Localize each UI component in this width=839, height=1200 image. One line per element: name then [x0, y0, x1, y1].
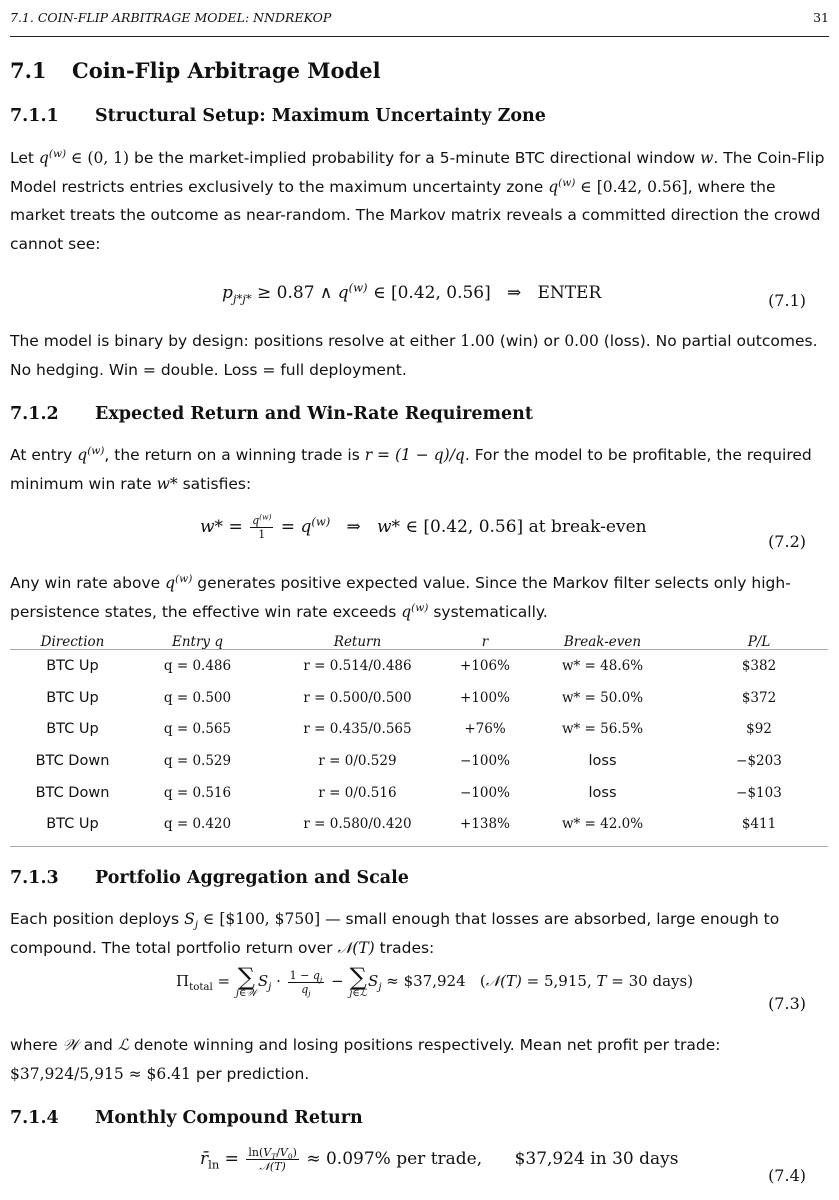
section-heading: [10, 58, 381, 83]
paragraph-entry-return: At entry $q^{(w)}$, the return on a winning trade is r = (1 − q)/q. For the model to be profitable, the required minimum win rate w* satisfies:: [10, 444, 812, 493]
cell-entry: q = 0.516: [163, 784, 232, 801]
column-header: P/L: [690, 625, 828, 650]
cell-pl: $382: [741, 657, 777, 674]
table-header-row: [10, 625, 828, 650]
cell-direction: BTC Up: [10, 808, 135, 846]
table-row: [10, 745, 828, 777]
table-row: [10, 713, 828, 745]
cell-entry: q = 0.565: [163, 721, 232, 738]
cell-return: r = 0.435/0.565: [303, 721, 412, 738]
subsection-number: 7.1.1: [10, 106, 59, 126]
paragraph-win-rate: Any win rate above $q^{(w)}$ generates positive expected value. Since the Markov filter selects only high-persistence states, the effective win rate exceeds $q^{(w)}$ systematically.: [10, 572, 791, 621]
equation-number: (7.2): [768, 532, 806, 551]
table-row: [10, 808, 828, 846]
paragraph-binary: The model is binary by design: positions resolve at either 1.00 (win) or 0.00 (loss). No partial outcomes. No hedging. Win = double. Loss = full deployment.: [10, 332, 818, 379]
column-header: Direction: [10, 625, 135, 650]
subsection-title: Portfolio Aggregation and Scale: [95, 868, 409, 888]
paragraph-setup: Let $q^{(w)}$ ∈ (0, 1) be the market-implied probability for a 5-minute BTC directional window w. The Coin-Flip Model restricts entries exclusively to the maximum uncertainty zone $q^{(w)}$ ∈ [0.42, 0.56], where the market treats the outcome as near-random. The Markov matrix reveals a committed direction the crowd cannot see:: [10, 147, 825, 253]
section-number: 7.1: [10, 58, 47, 83]
paragraph-portfolio: Each position deploys $S_j$ ∈ [$100, $750] — small enough that losses are absorbed, large enough to compound. The total portfolio return over 𝒩(T) trades:: [10, 910, 780, 957]
subsection-title: Expected Return and Win-Rate Requirement: [95, 404, 533, 424]
subsection-title: Monthly Compound Return: [95, 1108, 363, 1128]
cell-break-even: w* = 42.0%: [515, 808, 690, 846]
cell-pl: $92: [746, 721, 772, 738]
cell-r: +106%: [460, 657, 510, 674]
cell-r: +138%: [455, 808, 515, 846]
cell-pl: −$203: [736, 752, 782, 769]
column-header: r: [455, 625, 515, 650]
section-title: Coin-Flip Arbitrage Model: [72, 58, 381, 83]
cell-return: r = 0.500/0.500: [303, 689, 412, 706]
cell-r: −100%: [460, 752, 510, 769]
cell-direction: BTC Down: [35, 784, 110, 801]
subsection-heading-4: [10, 1108, 363, 1128]
column-header: Return: [260, 625, 455, 650]
subsection-number: 7.1.4: [10, 1108, 59, 1128]
cell-r: −100%: [460, 784, 510, 801]
table-row: [10, 650, 828, 682]
page-number: 31: [813, 10, 829, 25]
column-header: Entry q: [135, 625, 260, 650]
paragraph-mean-profit: where 𝒲 and ℒ denote winning and losing positions respectively. Mean net profit per trade: $37,924/5,915 ≈ $6.41 per prediction.: [10, 1036, 721, 1083]
cell-return: r = 0.514/0.486: [303, 657, 412, 674]
table-row: [10, 777, 828, 809]
cell-entry: q = 0.420: [135, 808, 260, 846]
cell-break-even: w* = 56.5%: [561, 721, 644, 738]
equation-number: (7.3): [768, 994, 806, 1013]
cell-pl: $372: [741, 689, 777, 706]
trades-table: [10, 625, 828, 847]
subsection-heading-2: [10, 404, 533, 424]
cell-return: r = 0/0.529: [318, 752, 397, 769]
cell-break-even: w* = 48.6%: [561, 657, 644, 674]
cell-r: +76%: [464, 721, 506, 738]
cell-r: +100%: [460, 689, 510, 706]
cell-direction: BTC Down: [35, 752, 110, 769]
cell-entry: q = 0.500: [163, 689, 232, 706]
column-header: Break-even: [515, 625, 690, 650]
cell-return: r = 0/0.516: [318, 784, 397, 801]
running-header: [10, 10, 829, 37]
running-title: 7.1. COIN-FLIP ARBITRAGE MODEL: NNDREKOP: [10, 10, 332, 25]
cell-break-even: loss: [588, 784, 617, 801]
cell-pl: −$103: [736, 784, 782, 801]
cell-break-even: w* = 50.0%: [561, 689, 644, 706]
cell-entry: q = 0.529: [163, 752, 232, 769]
subsection-heading-3: [10, 868, 409, 888]
cell-break-even: loss: [588, 752, 617, 769]
cell-entry: q = 0.486: [163, 657, 232, 674]
table-row: [10, 682, 828, 714]
subsection-number: 7.1.3: [10, 868, 59, 888]
cell-pl: $411: [690, 808, 828, 846]
subsection-heading-1: [10, 106, 546, 126]
subsection-number: 7.1.2: [10, 404, 59, 424]
equation-number: (7.1): [768, 291, 806, 310]
subsection-title: Structural Setup: Maximum Uncertainty Zone: [95, 106, 546, 126]
cell-direction: BTC Up: [46, 689, 99, 706]
equation-number: (7.4): [768, 1166, 806, 1185]
cell-direction: BTC Up: [46, 657, 99, 674]
cell-direction: BTC Up: [46, 721, 99, 738]
cell-return: r = 0.580/0.420: [260, 808, 455, 846]
